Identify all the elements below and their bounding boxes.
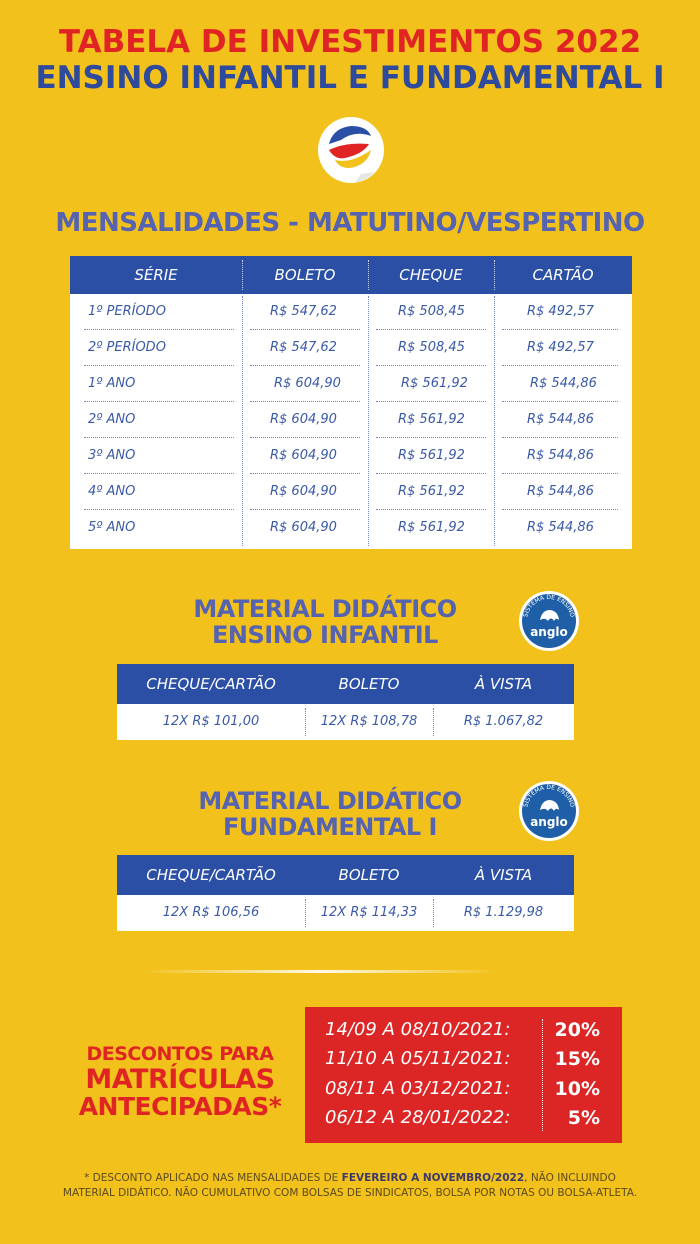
material-infantil-title <box>160 596 490 648</box>
section-divider <box>140 970 500 973</box>
col-header-a-vista: À VISTA <box>474 675 533 693</box>
descontos-label-line1: DESCONTOS PARA <box>86 1043 274 1065</box>
discount-row <box>305 1015 622 1045</box>
mensalidades-table-header <box>70 256 632 294</box>
cell-boleto: 12X R$ 114,33 <box>320 905 418 920</box>
discount-percent: 10% <box>554 1078 600 1100</box>
cell-cartao: R$ 544,86 <box>527 484 594 499</box>
discount-period: 06/12 A 28/01/2022: <box>325 1107 511 1128</box>
anglo-badge <box>518 780 580 842</box>
title-line2: ENSINO INFANTIL E FUNDAMENTAL I <box>35 60 665 96</box>
header-divider <box>368 260 369 290</box>
header-divider <box>242 260 243 290</box>
col-header-cheque-cartao: CHEQUE/CARTÃO <box>146 675 276 693</box>
descontos-box <box>305 1007 622 1143</box>
cell-cheque: R$ 508,45 <box>398 304 465 319</box>
cell-serie: 3º ANO <box>88 448 136 463</box>
discount-row <box>305 1103 622 1133</box>
material-fundamental-title <box>165 788 495 840</box>
col-header-cheque-cartao: CHEQUE/CARTÃO <box>146 866 276 884</box>
cell-cheque-cartao: 12X R$ 106,56 <box>162 905 260 920</box>
cell-cheque-cartao: 12X R$ 101,00 <box>162 714 260 729</box>
descontos-label-line3: ANTECIPADAS* <box>78 1092 282 1121</box>
table-row <box>70 330 632 366</box>
col-header-cartao: CARTÃO <box>532 266 594 284</box>
material-fundamental-values <box>117 895 574 931</box>
material-infantil-values <box>117 704 574 740</box>
material-fundamental-title-line2: FUNDAMENTAL I <box>223 813 437 841</box>
cell-cartao: R$ 544,86 <box>530 376 597 391</box>
cell-serie: 5º ANO <box>88 520 136 535</box>
cell-serie: 2º ANO <box>88 412 136 427</box>
table-row <box>70 510 632 546</box>
cell-a-vista: R$ 1.129,98 <box>463 905 544 920</box>
col-header-cheque: CHEQUE <box>399 266 463 284</box>
cell-cheque: R$ 561,92 <box>398 520 465 535</box>
title-line1: TABELA DE INVESTIMENTOS 2022 <box>58 24 642 60</box>
cell-cartao: R$ 492,57 <box>527 340 594 355</box>
discount-percent: 15% <box>554 1048 600 1070</box>
cell-serie: 4º ANO <box>88 484 136 499</box>
cell-cartao: R$ 492,57 <box>527 304 594 319</box>
cell-cheque: R$ 561,92 <box>401 376 468 391</box>
cell-boleto: R$ 604,90 <box>274 376 341 391</box>
col-header-boleto: BOLETO <box>338 866 400 884</box>
cell-serie: 1º ANO <box>88 376 136 391</box>
discount-row <box>305 1074 622 1104</box>
footnote-part1: * DESCONTO APLICADO NAS MENSALIDADES DE <box>84 1172 342 1184</box>
col-header-boleto: BOLETO <box>274 266 336 284</box>
material-infantil-title-line2: ENSINO INFANTIL <box>212 621 438 649</box>
cell-boleto: R$ 604,90 <box>270 484 337 499</box>
discount-period: 08/11 A 03/12/2021: <box>325 1078 511 1099</box>
anglo-top-text: SISTEMA DE ENSINO <box>522 783 576 809</box>
material-infantil-title-line1: MATERIAL DIDÁTICO <box>193 595 457 623</box>
footnote <box>30 1171 670 1201</box>
table-row <box>70 294 632 330</box>
table-row <box>70 474 632 510</box>
discount-percent: 20% <box>554 1019 600 1041</box>
cell-cartao: R$ 544,86 <box>527 520 594 535</box>
col-header-boleto: BOLETO <box>338 675 400 693</box>
discount-percent: 5% <box>567 1107 600 1129</box>
cell-serie: 2º PERÍODO <box>88 340 166 355</box>
discount-period: 14/09 A 08/10/2021: <box>325 1019 511 1040</box>
cell-cartao: R$ 544,86 <box>527 412 594 427</box>
cell-cheque: R$ 561,92 <box>398 448 465 463</box>
discount-period: 11/10 A 05/11/2021: <box>325 1048 511 1069</box>
table-row <box>70 366 632 402</box>
col-header-serie: SÉRIE <box>134 266 178 284</box>
cell-boleto: R$ 547,62 <box>270 340 337 355</box>
footnote-part2: , NÃO INCLUINDO <box>524 1172 616 1184</box>
material-infantil-table <box>117 664 574 742</box>
cell-boleto: R$ 547,62 <box>270 304 337 319</box>
cell-cheque: R$ 561,92 <box>398 484 465 499</box>
school-logo <box>315 110 387 186</box>
col-header-a-vista: À VISTA <box>474 866 533 884</box>
anglo-brand: anglo <box>530 815 568 829</box>
cell-cheque: R$ 508,45 <box>398 340 465 355</box>
material-infantil-header <box>117 664 574 704</box>
anglo-badge <box>518 590 580 652</box>
material-fundamental-title-line1: MATERIAL DIDÁTICO <box>198 787 462 815</box>
cell-boleto: 12X R$ 108,78 <box>320 714 418 729</box>
discount-row <box>305 1044 622 1074</box>
anglo-top-text: SISTEMA DE ENSINO <box>522 593 576 619</box>
cell-serie: 1º PERÍODO <box>88 304 166 319</box>
cell-boleto: R$ 604,90 <box>270 520 337 535</box>
footnote-line2: MATERIAL DIDÁTICO. NÃO CUMULATIVO COM BOLSAS DE SINDICATOS, BOLSA POR NOTAS OU BOLSA-ATLETA. <box>62 1187 638 1199</box>
material-fundamental-header <box>117 855 574 895</box>
cell-boleto: R$ 604,90 <box>270 448 337 463</box>
footnote-bold: FEVEREIRO A NOVEMBRO/2022 <box>341 1172 525 1184</box>
cell-boleto: R$ 604,90 <box>270 412 337 427</box>
table-row <box>70 438 632 474</box>
material-fundamental-table <box>117 855 574 933</box>
cell-cartao: R$ 544,86 <box>527 448 594 463</box>
anglo-brand: anglo <box>530 625 568 639</box>
mensalidades-table <box>70 256 632 549</box>
cell-a-vista: R$ 1.067,82 <box>463 714 544 729</box>
cell-cheque: R$ 561,92 <box>398 412 465 427</box>
mensalidades-title: MENSALIDADES - MATUTINO/VESPERTINO <box>55 208 645 238</box>
table-row <box>70 402 632 438</box>
descontos-label-line2: MATRÍCULAS <box>85 1064 275 1095</box>
header-divider <box>494 260 495 290</box>
